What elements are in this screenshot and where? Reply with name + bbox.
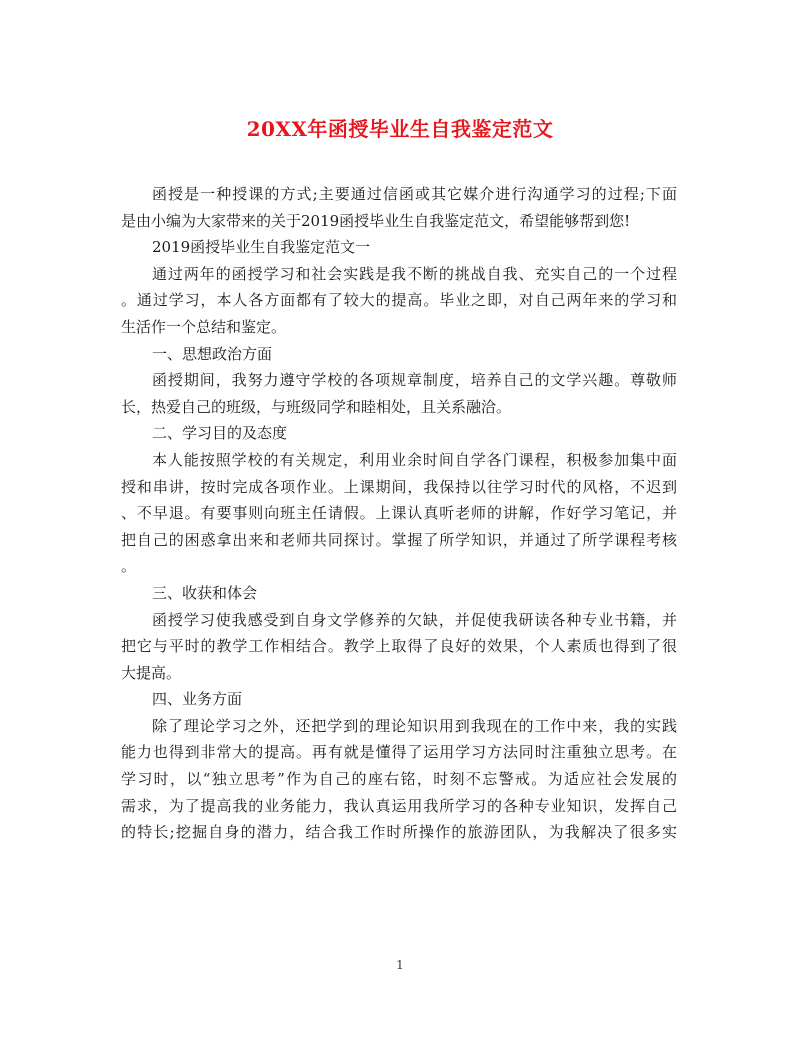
text-line: 二、学习目的及态度 (152, 424, 288, 443)
text-line: 本人能按照学校的有关规定，利用业余时间自学各门课程，积极参加集中面 (152, 450, 677, 469)
text-line: 大提高。 (121, 663, 182, 682)
text-line: 学习时，以“独立思考”作为自己的座右铭，时刻不忘警戒。为适应社会发展的 (121, 770, 677, 789)
text-line: 能力也得到非常大的提高。再有就是懂得了运用学习方法同时注重独立思考。在 (121, 743, 677, 762)
text-line: 四、业务方面 (152, 690, 243, 709)
text-line: 三、收获和体会 (152, 583, 258, 602)
text-line: 长，热爱自己的班级，与班级同学和睦相处，且关系融洽。 (121, 397, 512, 416)
text-line: 函授学习使我感受到自身文学修养的欠缺，并促使我研读各种专业书籍，并 (152, 610, 677, 629)
text-line: 把它与平时的教学工作相结合。教学上取得了良好的效果，个人素质也得到了很 (121, 637, 677, 656)
text-line: 生活作一个总结和鉴定。 (121, 317, 287, 336)
document-body (121, 181, 677, 846)
text-line: 是由小编为大家带来的关于2019函授毕业生自我鉴定范文，希望能够帮到您! (121, 211, 631, 230)
text-line: 一、思想政治方面 (152, 344, 273, 363)
text-line: 、不早退。有要事则向班主任请假。上课认真听老师的讲解，作好学习笔记，并 (121, 504, 677, 523)
text-line: 2019函授毕业生自我鉴定范文一 (152, 238, 371, 257)
text-line: 函授期间，我努力遵守学校的各项规章制度，培养自己的文学兴趣。尊敬师 (152, 371, 677, 390)
text-line: 把自己的困惑拿出来和老师共同探讨。掌握了所学知识，并通过了所学课程考核 (121, 530, 677, 549)
text-line: 函授是一种授课的方式;主要通过信函或其它媒介进行沟通学习的过程;下面 (152, 185, 677, 203)
text-line: 。通过学习，本人各方面都有了较大的提高。毕业之即，对自己两年来的学习和 (121, 291, 677, 310)
document-title: 20XX年函授毕业生自我鉴定范文 (246, 117, 554, 141)
page-number: 1 (396, 958, 404, 972)
text-line: 需求，为了提高我的业务能力，我认真运用我所学习的各种专业知识，发挥自己 (121, 796, 677, 815)
text-line: 授和串讲，按时完成各项作业。上课期间，我保持以往学习时代的风格，不迟到 (121, 477, 677, 496)
text-line: 的特长;挖掘自身的潜力，结合我工作时所操作的旅游团队，为我解决了很多实 (121, 823, 677, 842)
text-line: 。 (121, 557, 137, 576)
text-line: 除了理论学习之外，还把学到的理论知识用到我现在的工作中来，我的实践 (152, 716, 677, 735)
text-line: 通过两年的函授学习和社会实践是我不断的挑战自我、充实自己的一个过程 (152, 264, 677, 283)
